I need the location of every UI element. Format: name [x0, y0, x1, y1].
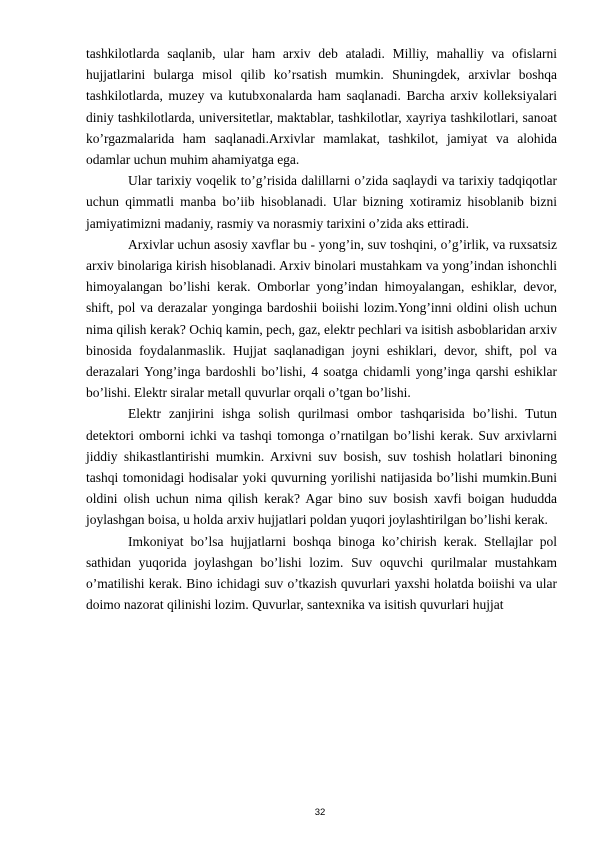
paragraph-water-threats: Elektr zanjirini ishga solish qurilmasi ombor tashqarisida bo’lishi. Tutun detektori omborni ichki va tashqi tomonga o’rnatilgan bo’lishi kerak. Suv arxivlarni jiddiy shikastlantirishi mumkin. Arxivni suv bosish, suv toshish holatlari binoning tashqi tomonidagi hodisalar yoki quvurning yorilishi natijasida bo’lishi mumkin.Buni oldini olish uchun nima qilish kerak? Agar bino suv bosish xavfi boigan hududda joylashgan boisa, u holda arxiv hujjatlari poldan yuqori joylashtirilgan bo’lishi kerak.	[86, 406, 557, 528]
paragraph-relocation: Imkoniyat bo’lsa hujjatlarni boshqa binoga ko’chirish kerak. Stellajlar pol sathidan yuqorida joylashgan bo’lishi lozim. Suv oquvchi qurilmalar mustahkam o’matilishi kerak. Bino ichidagi suv o’tkazish quvurlari yaxshi holatda boiishi va ular doimo nazorat qilinishi lozim. Quvurlar, santexnika va isitish quvurlari hujjat	[86, 533, 557, 613]
paragraph-fire-threats: Arxivlar uchun asosiy xavflar bu - yong’in, suv toshqini, o’g’irlik, va ruxsatsiz arxiv binolariga kirish hisoblanadi. Arxiv binolari mustahkam va yong’indan ishonchli himoyalangan bo’lishi kerak. Omborlar yong’indan himoyalangan, eshiklar, devor, shift, pol va derazalar yonginga bardoshii boiishi lozim.Yong’inni oldini olish uchun nima qilish kerak? Ochiq kamin, pech, gaz, elektr pechlari va isitish asboblaridan arxiv binosida foydalanmaslik. Hujjat saqlanadigan joyni eshiklari, devor, shift, pol va derazalari Yong’inga bardoshli bo’lishi, 4 soatga chidamli yong’inga qarshi eshiklar bo’lishi. Elektr siralar metall quvurlar orqali o’tgan bo’lishi.	[86, 236, 557, 401]
page-number: 32	[314, 807, 326, 818]
paragraph-archives-storage: tashkilotlarda saqlanib, ular ham arxiv deb ataladi. Milliy, mahalliy va ofislarni hujjatlarini bularga misol qilib ko’rsatish mumkin. Shuningdek, arxivlar boshqa tashkilotlarda, muzey va kutubxonalarda ham saqlanadi. Barcha arxiv kolleksiyalari diniy tashkilotlarda, universitetlar, maktablar, tashkilotlar, xayriya tashkilotlari, sanoat ko’rgazmalarida ham saqlanadi.Arxivlar mamlakat, tashkilot, jamiyat va alohida odamlar uchun muhim ahamiyatga ega.	[86, 46, 557, 168]
paragraph-historical-value: Ular tarixiy voqelik to’g’risida dalillarni o’zida saqlaydi va tarixiy tadqiqotlar uchun qimmatli manba bo’iib hisoblanadi. Ular bizning xotiramiz hisoblanib bizni jamiyatimizni madaniy, rasmiy va norasmiy tarixini o’zida aks ettiradi.	[86, 173, 557, 231]
body-text	[86, 43, 557, 615]
